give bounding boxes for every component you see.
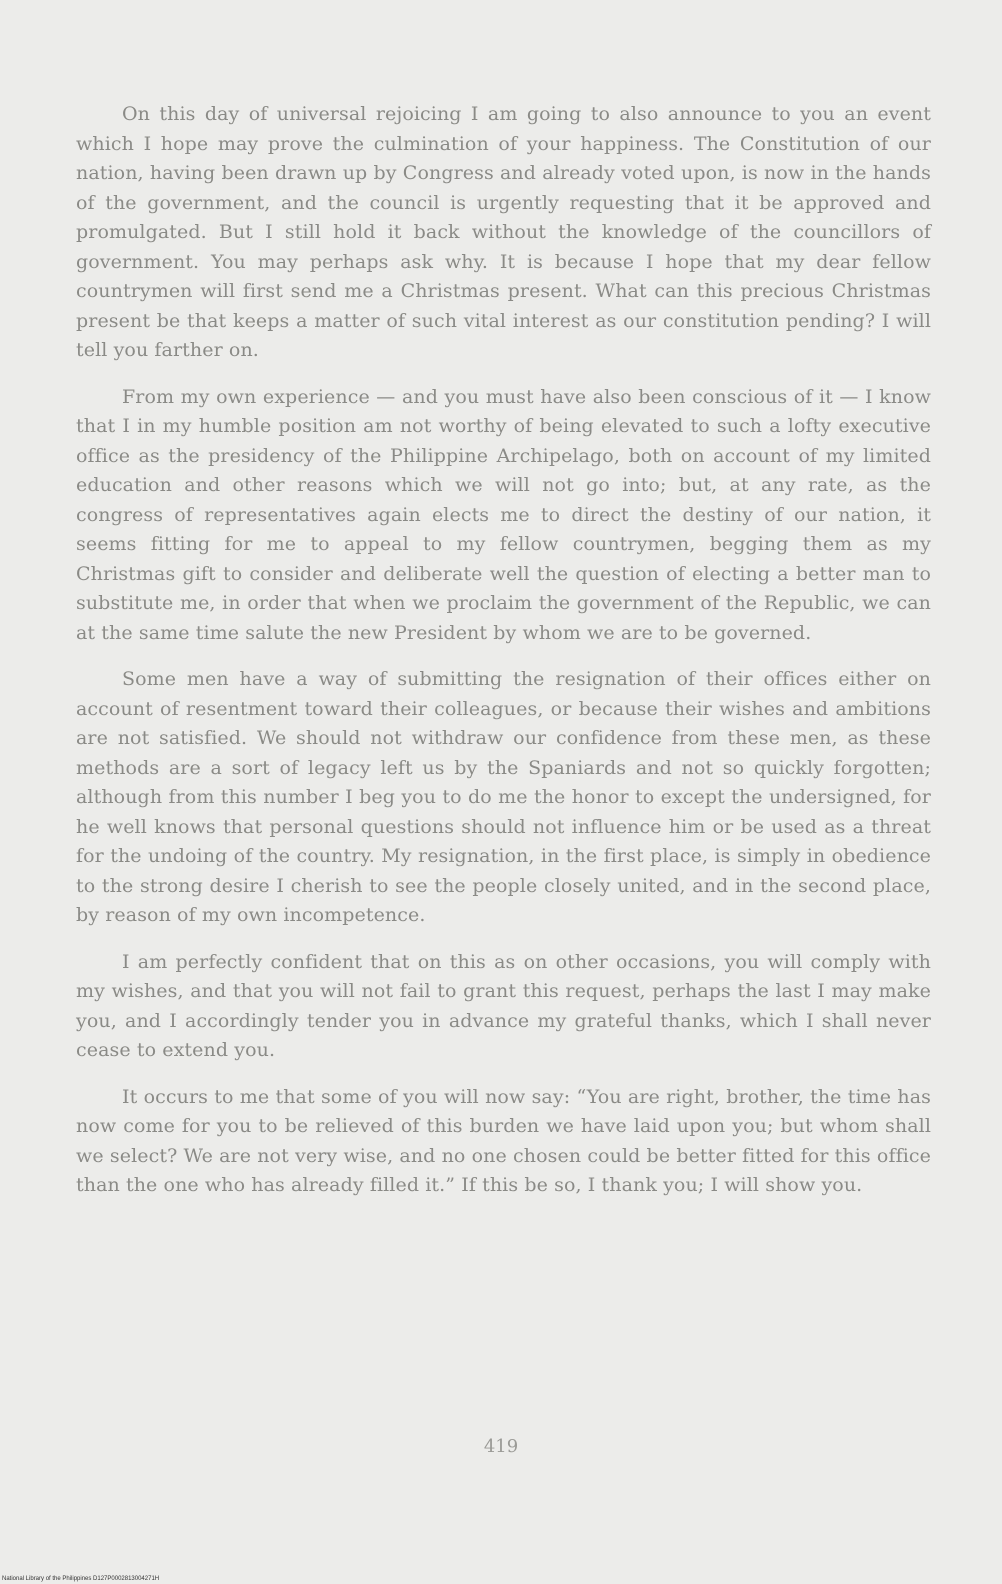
- paragraph-1: On this day of universal rejoicing I am going to also announce to you an event which I hope may prove the culmination of your happiness. The Constitution of our nation, having been drawn up by Congress and already voted upon, is now in the hands of the government, and the council is urgently requesting that it be approved and promulgated. But I still hold it back without the knowledge of the councillors of government. You may perhaps ask why. It is because I hope that my dear fellow countrymen will first send me a Christmas present. What can this precious Christmas present be that keeps a matter of such vital interest as our constitution pending? I will tell you farther on.: [76, 103, 931, 361]
- page-number: 419: [483, 1436, 519, 1457]
- paragraph-4: I am perfectly confident that on this as on other occasions, you will comply with my wishes, and that you will not fail to grant this request, perhaps the last I may make you, and I accordingly tender you in advance my grateful thanks, which I shall never cease to extend you.: [76, 950, 931, 1061]
- document-body: [76, 100, 931, 1218]
- footer-credit: National Library of the Philippines D127P0002813004271H: [2, 1576, 160, 1582]
- paragraph-3: Some men have a way of submitting the resignation of their offices either on account of resentment toward their colleagues, or because their wishes and ambitions are not satisfied. We should not withdraw our confidence from these men, as these methods are a sort of legacy left us by the Spaniards and not so quickly forgotten; although from this number I beg you to do me the honor to except the undersigned, for he well knows that personal questions should not influence him or be used as a threat for the undoing of the country. My resignation, in the first place, is simply in obedience to the strong desire I cherish to see the people closely united, and in the second place, by reason of my own incompetence.: [76, 668, 931, 926]
- paragraph-5: It occurs to me that some of you will now say: “You are right, brother, the time has now come for you to be relieved of this burden we have laid upon you; but whom shall we select? We are not very wise, and no one chosen could be better fitted for this office than the one who has already filled it.” If this be so, I thank you; I will show you.: [76, 1085, 931, 1196]
- paragraph-2: From my own experience — and you must have also been conscious of it — I know that I in my humble position am not worthy of being elevated to such a lofty executive office as the presidency of the Philippine Archipelago, both on account of my limited education and other reasons which we will not go into; but, at any rate, as the congress of representatives again elects me to direct the destiny of our nation, it seems fitting for me to appeal to my fellow countrymen, begging them as my Christmas gift to consider and deliberate well the question of electing a better man to substitute me, in order that when we proclaim the government of the Republic, we can at the same time salute the new President by whom we are to be governed.: [76, 385, 931, 644]
